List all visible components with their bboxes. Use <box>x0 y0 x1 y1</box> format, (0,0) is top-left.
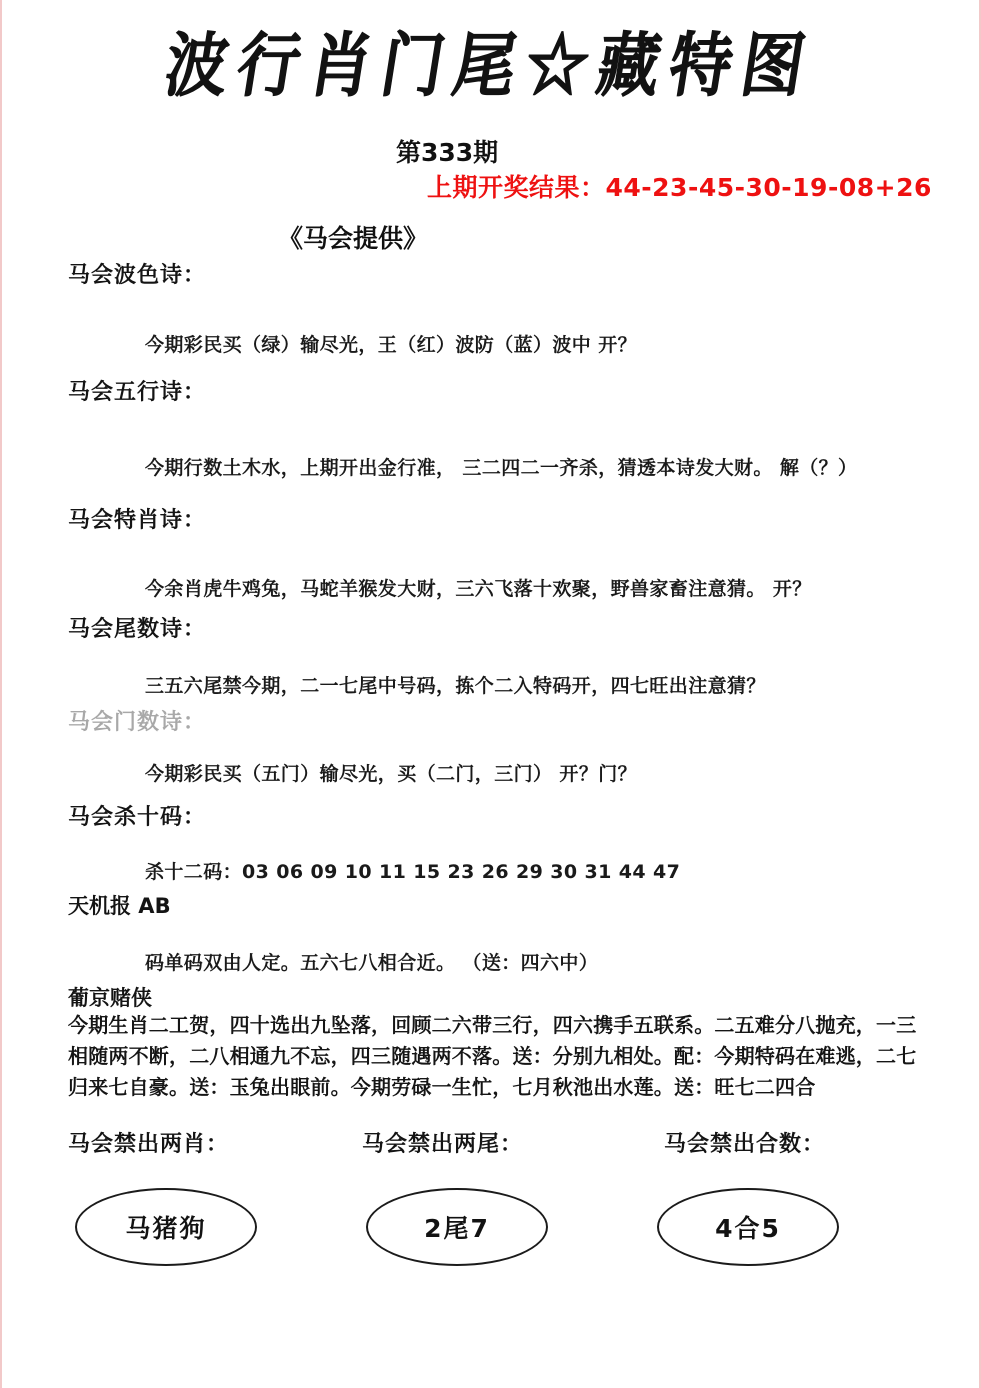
ban-label-weishu: 马会禁出两尾： <box>362 1132 524 1157</box>
ban-value-shengxiao: 马猪狗 <box>75 1188 257 1266</box>
section-heading-pujingduxia: 葡京赌侠 <box>68 986 152 1010</box>
section-heading-weishu: 马会尾数诗： <box>68 617 207 642</box>
ban-value-weishu: 2尾7 <box>366 1188 548 1266</box>
section-verse-tianjibao: 码单码双由人定。五六七八相合近。 （送：四六中） <box>145 952 599 974</box>
section-heading-menshu: 马会门数诗： <box>68 710 207 735</box>
page-title: 波行肖门尾☆藏特图 <box>160 24 822 107</box>
section-verse-wuxing: 今期行数土木水，上期开出金行准， 三二四二一齐杀，猜透本诗发大财。 解（？） <box>145 457 858 479</box>
section-verse-bose: 今期彩民买（绿）输尽光，王（红）波防（蓝）波中 开？ <box>145 334 638 356</box>
page-left-border <box>0 0 2 1388</box>
provider-label: 《马会提供》 <box>278 224 429 253</box>
ban-value-heshu: 4合5 <box>657 1188 839 1266</box>
kill-codes-line: 杀十二码：03 06 09 10 11 15 23 26 29 30 31 44 47 <box>145 861 681 883</box>
section-heading-bose: 马会波色诗： <box>68 263 207 288</box>
section-verse-texiao: 今余肖虎牛鸡兔，马蛇羊猴发大财，三六飞落十欢聚，野兽家畜注意猜。 开？ <box>145 578 812 600</box>
masthead <box>0 24 981 107</box>
section-heading-shashima: 马会杀十码： <box>68 805 207 830</box>
section-heading-wuxing: 马会五行诗： <box>68 380 207 405</box>
pujing-line-3: 归来七自豪。送：玉兔出眼前。今期劳碌一生忙，七月秋池出水莲。送：旺七二四合 <box>68 1075 816 1099</box>
section-verse-menshu: 今期彩民买（五门）输尽光，买（二门，三门） 开？门？ <box>145 763 638 785</box>
ban-label-row <box>0 1127 981 1157</box>
pujing-line-1: 今期生肖二工贺，四十选出九坠落，回顾二六带三行，四六携手五联系。二五难分八抛充，一三 <box>68 1013 917 1037</box>
ban-label-heshu: 马会禁出合数： <box>664 1132 826 1157</box>
last-draw-result: 上期开奖结果：44-23-45-30-19-08+26 <box>427 173 932 202</box>
section-heading-tianjibao: 天机报 AB <box>68 894 171 918</box>
pujing-line-2: 相随两不断，二八相通九不忘，四三随遇两不落。送：分别九相处。配：今期特码在难逃，二七 <box>68 1044 917 1068</box>
issue-number: 第333期 <box>396 138 499 167</box>
section-heading-texiao: 马会特肖诗： <box>68 508 207 533</box>
ban-label-shengxiao: 马会禁出两肖： <box>68 1132 230 1157</box>
section-verse-weishu: 三五六尾禁今期，二一七尾中号码，拣个二入特码开，四七旺出注意猜？ <box>145 675 766 697</box>
